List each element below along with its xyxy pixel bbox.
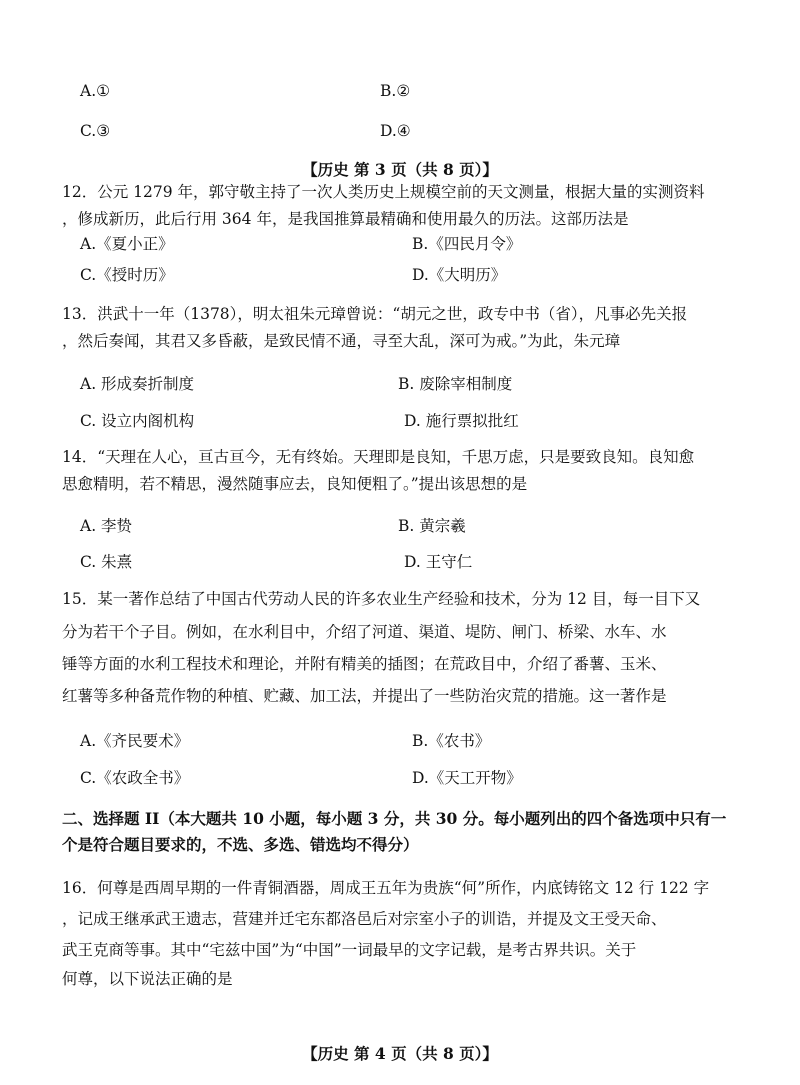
page-footer-3: 【历史 第 3 页（共 8 页）】 — [302, 160, 498, 179]
q13-option-a: A. 形成奏折制度 — [80, 375, 195, 393]
q14-option-a: A. 李贽 — [80, 517, 133, 535]
q13-stem-line-2: ，然后奏闻，其君又多昏蔽，是致民情不通，寻至大乱，深可为戒。”为此，朱元璋 — [62, 332, 621, 350]
q16-stem-line-2: ，记成王继承武王遗志，营建并迁宅东都洛邑后对宗室小子的训诰，并提及文王受天命、 — [62, 910, 667, 928]
q13-option-c: C. 设立内阁机构 — [80, 412, 195, 430]
q15-option-c: C.《农政全书》 — [80, 769, 190, 787]
q12-option-c: C.《授时历》 — [80, 266, 174, 284]
q15-option-b: B.《农书》 — [412, 732, 491, 750]
q15-option-a: A.《齐民要术》 — [80, 732, 190, 750]
q15-stem-line-1: 15．某一著作总结了中国古代劳动人民的许多农业生产经验和技术，分为 12 目，每一目下又 — [62, 590, 701, 608]
q16-stem-line-4: 何尊，以下说法正确的是 — [62, 970, 233, 988]
q13-option-b: B. 废除宰相制度 — [398, 375, 513, 393]
q16-stem-line-3: 武王克商等事。其中“宅兹中国”为“中国”一词最早的文字记载，是考古界共识。关于 — [62, 941, 637, 959]
q15-option-d: D.《天工开物》 — [412, 769, 522, 787]
q12-option-b: B.《四民月令》 — [412, 235, 522, 253]
q12-stem-line-2: ，修成新历，此后行用 364 年，是我国推算最精确和使用最久的历法。这部历法是 — [62, 210, 629, 228]
q16-stem-line-1: 16．何尊是西周早期的一件青铜酒器，周成王五年为贵族“何”所作，内底铸铭文 12 行 122 字 — [62, 879, 710, 897]
q12-option-d: D.《大明历》 — [412, 266, 507, 284]
section-2-heading-line-1: 二、选择题 II（本大题共 10 小题，每小题 3 分，共 30 分。每小题列出的四个备选项中只有一 — [62, 809, 727, 828]
page-footer-4: 【历史 第 4 页（共 8 页）】 — [302, 1044, 498, 1063]
q14-option-b: B. 黄宗羲 — [398, 517, 466, 535]
q15-stem-line-2: 分为若干个子目。例如，在水利目中，介绍了河道、渠道、堤防、闸门、桥梁、水车、水 — [62, 623, 667, 641]
q11-option-d: D.④ — [380, 122, 411, 140]
q11-option-a: A.① — [80, 82, 111, 100]
q15-stem-line-4: 红薯等多种备荒作物的种植、贮藏、加工法，并提出了一些防治灾荒的措施。这一著作是 — [62, 687, 667, 705]
q14-stem-line-1: 14．“天理在人心，亘古亘今，无有终始。天理即是良知，千思万虑，只是要致良知。良知愈 — [62, 448, 695, 466]
q12-stem-line-1: 12．公元 1279 年，郭守敬主持了一次人类历史上规模空前的天文测量，根据大量的实测资料 — [62, 183, 705, 201]
q14-option-d: D. 王守仁 — [404, 553, 473, 571]
q11-option-c: C.③ — [80, 122, 111, 140]
q12-option-a: A.《夏小正》 — [80, 235, 174, 253]
q11-option-b: B.② — [380, 82, 411, 100]
q13-stem-line-1: 13．洪武十一年（1378），明太祖朱元璋曾说：“胡元之世，政专中书（省），凡事必先关报 — [62, 305, 688, 323]
q14-stem-line-2: 思愈精明，若不精思，漫然随事应去，良知便粗了。”提出该思想的是 — [62, 475, 528, 493]
q14-option-c: C. 朱熹 — [80, 553, 133, 571]
q13-option-d: D. 施行票拟批红 — [404, 412, 519, 430]
q15-stem-line-3: 锤等方面的水利工程技术和理论，并附有精美的插图；在荒政目中，介绍了番薯、玉米、 — [62, 655, 667, 673]
section-2-heading-line-2: 个是符合题目要求的，不选、多选、错选均不得分） — [62, 835, 419, 854]
